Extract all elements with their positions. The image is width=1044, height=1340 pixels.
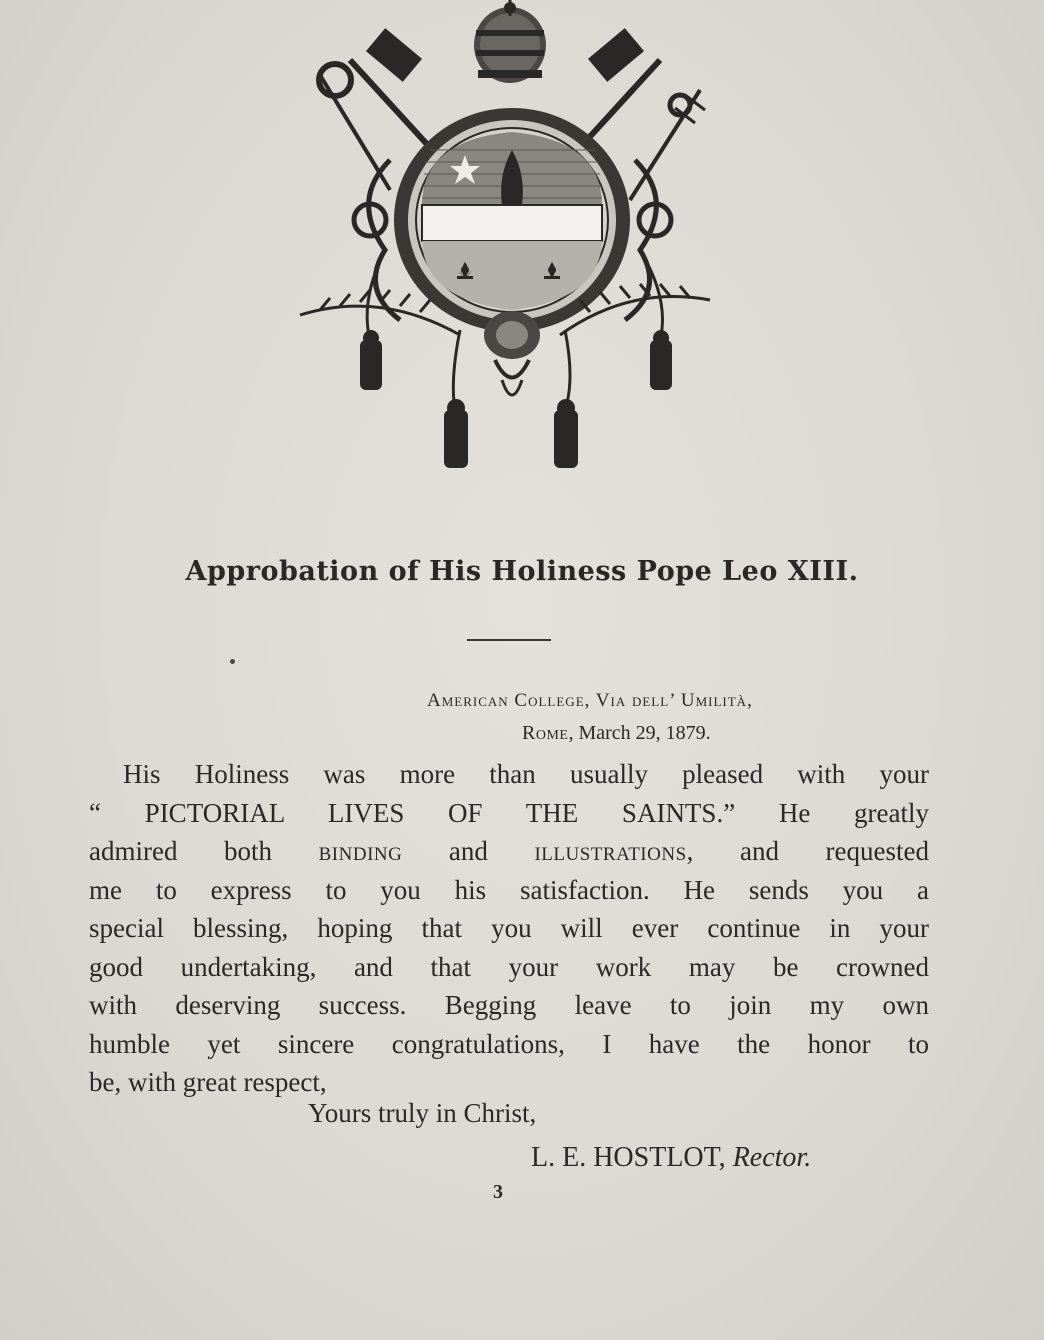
title-divider [467, 639, 551, 641]
ink-speck [230, 659, 235, 664]
letter-line-part: admired both [89, 836, 319, 866]
signature-title: Rector. [732, 1142, 812, 1173]
letter-line-part: illustrations [534, 836, 687, 866]
letter-line: special blessing, hoping that you will ever continue in your [89, 913, 929, 943]
letter-place: American College, Via dell’ Umilità, [427, 690, 753, 711]
letter-closing: Yours truly in Christ, [308, 1098, 537, 1128]
signature-name: L. E. HOSTLOT, [531, 1142, 733, 1173]
letter-line-part: binding [318, 836, 403, 866]
letter-city: Rome [522, 722, 569, 744]
letter-body [89, 755, 929, 1102]
letter-date: , March 29, 1879. [568, 722, 711, 744]
letter-line: His Holiness was more than usually pleased with your [123, 759, 929, 789]
letter-line: “ PICTORIAL LIVES OF THE SAINTS.” He greatly [89, 797, 929, 828]
page-title: Approbation of His Holiness Pope Leo XIII. [185, 556, 859, 587]
papal-coat-of-arms [290, 0, 720, 475]
letter-line: humble yet sincere congratulations, I have the honor to [89, 1028, 929, 1059]
page-number: 3 [493, 1181, 503, 1203]
letter-line: with deserving success. Begging leave to join my own [89, 990, 929, 1020]
letter-line [89, 832, 929, 871]
letter-line: good undertaking, and that your work may be crowned [89, 951, 929, 982]
letter-line: me to express to you his satisfaction. He sends you a [89, 874, 929, 905]
letter-signature [531, 1142, 811, 1174]
letter-dateline [522, 722, 711, 745]
letter-line-part: and [402, 836, 535, 866]
letter-line: be, with great respect, [89, 1067, 327, 1097]
letter-line-part: , and requested [686, 836, 929, 866]
